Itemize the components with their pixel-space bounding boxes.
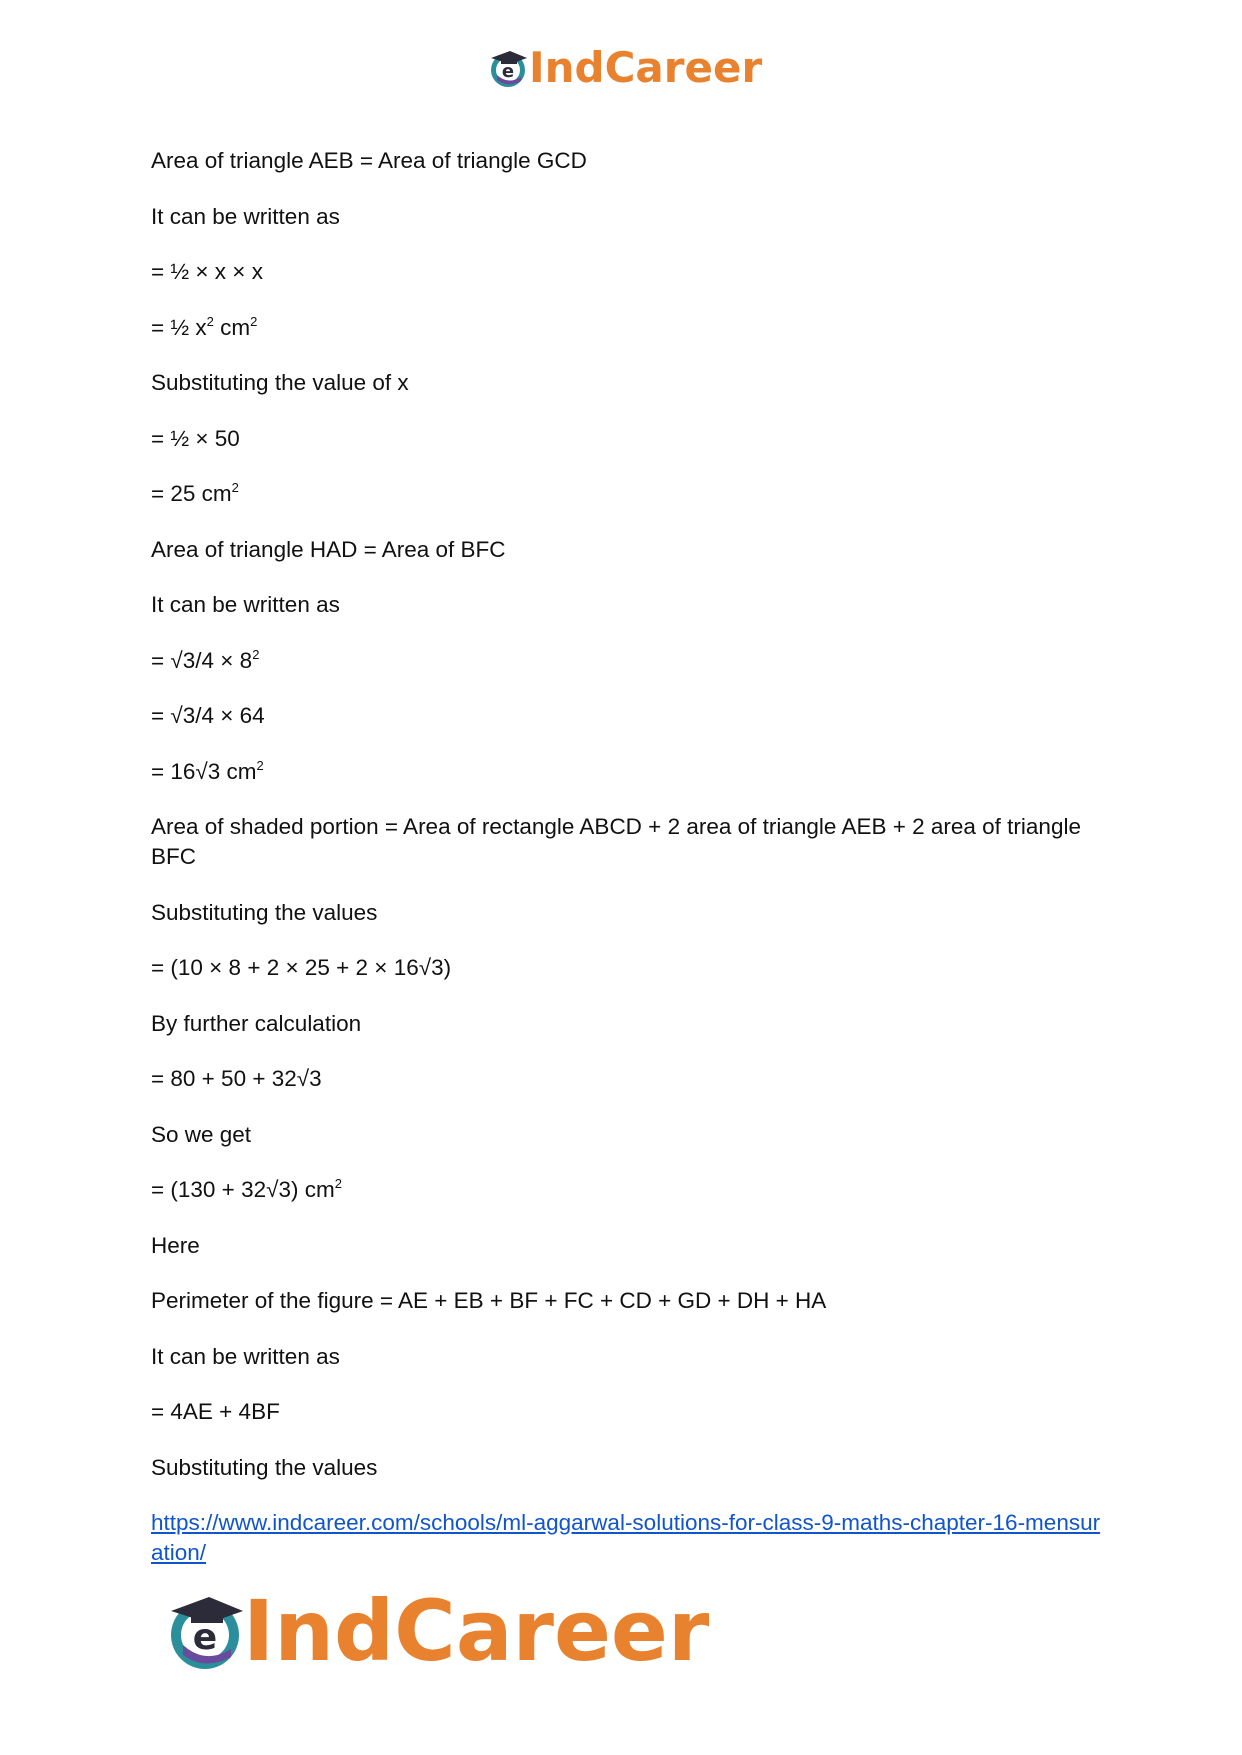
superscript: 2 xyxy=(252,646,260,662)
header-logo xyxy=(487,40,762,96)
text-line: By further calculation xyxy=(151,1010,362,1036)
text-line: Perimeter of the figure = AE + EB + BF + FC + CD + GD + DH + HA xyxy=(151,1288,827,1313)
logo-text: IndCareer xyxy=(243,1582,710,1680)
equation-line: = ½ $x^2$ $cm^2$ xyxy=(151,313,258,340)
text-line: Area of shaded portion = Area of rectangle ABCD + 2 area of triangle AEB + 2 area of triangle BFC xyxy=(151,814,1081,869)
text-line: Substituting the value of x xyxy=(151,370,409,395)
source-link[interactable]: https://www.indcareer.com/schools/ml-aggarwal-solutions-for-class-9-maths-chapter-16-mensuration/ xyxy=(151,1510,1101,1565)
text-line: = ½ × 50 xyxy=(151,425,240,451)
superscript: 2 xyxy=(206,313,214,329)
text-line: = ½ × x × x xyxy=(151,259,263,284)
graduation-globe-icon xyxy=(487,47,529,89)
text-line: It can be written as xyxy=(151,592,340,617)
equation-line: = 16√3 $cm^2$ xyxy=(151,757,264,784)
text-line: It can be written as xyxy=(151,203,340,229)
text-line: Area of triangle HAD = Area of BFC xyxy=(151,536,506,562)
superscript: 2 xyxy=(256,757,264,773)
graduation-globe-icon xyxy=(163,1589,247,1673)
superscript: 2 xyxy=(250,313,258,329)
text-line: Substituting the values xyxy=(151,899,378,925)
logo-mark: e xyxy=(501,61,515,82)
superscript: 2 xyxy=(231,480,239,495)
text-line: = (10 × 8 + 2 × 25 + 2 × 16√3) xyxy=(151,955,452,980)
equation-line: = 25 $cm^2$ xyxy=(151,480,239,506)
text-line: Here xyxy=(151,1232,200,1258)
logo-mark: e xyxy=(192,1617,218,1658)
text-line: = 80 + 50 + 32√3 xyxy=(151,1066,322,1091)
footer-logo xyxy=(163,1582,710,1680)
text-line: Substituting the values xyxy=(151,1454,378,1480)
text-line: = 4AE + 4BF xyxy=(151,1399,280,1424)
equation-line: = $√3/4 \times 8^2$ xyxy=(151,646,260,673)
superscript: 2 xyxy=(334,1176,342,1191)
text-line: So we get xyxy=(151,1121,252,1147)
text-line: = √3/4 × 64 xyxy=(151,703,265,728)
text-line: It can be written as xyxy=(151,1343,340,1369)
equation-line: = (130 + 32√3) $cm^2$ xyxy=(151,1176,342,1202)
text-line: Area of triangle AEB = Area of triangle GCD xyxy=(151,148,587,173)
solution-content xyxy=(151,146,1101,1568)
logo-text: IndCareer xyxy=(529,43,763,92)
